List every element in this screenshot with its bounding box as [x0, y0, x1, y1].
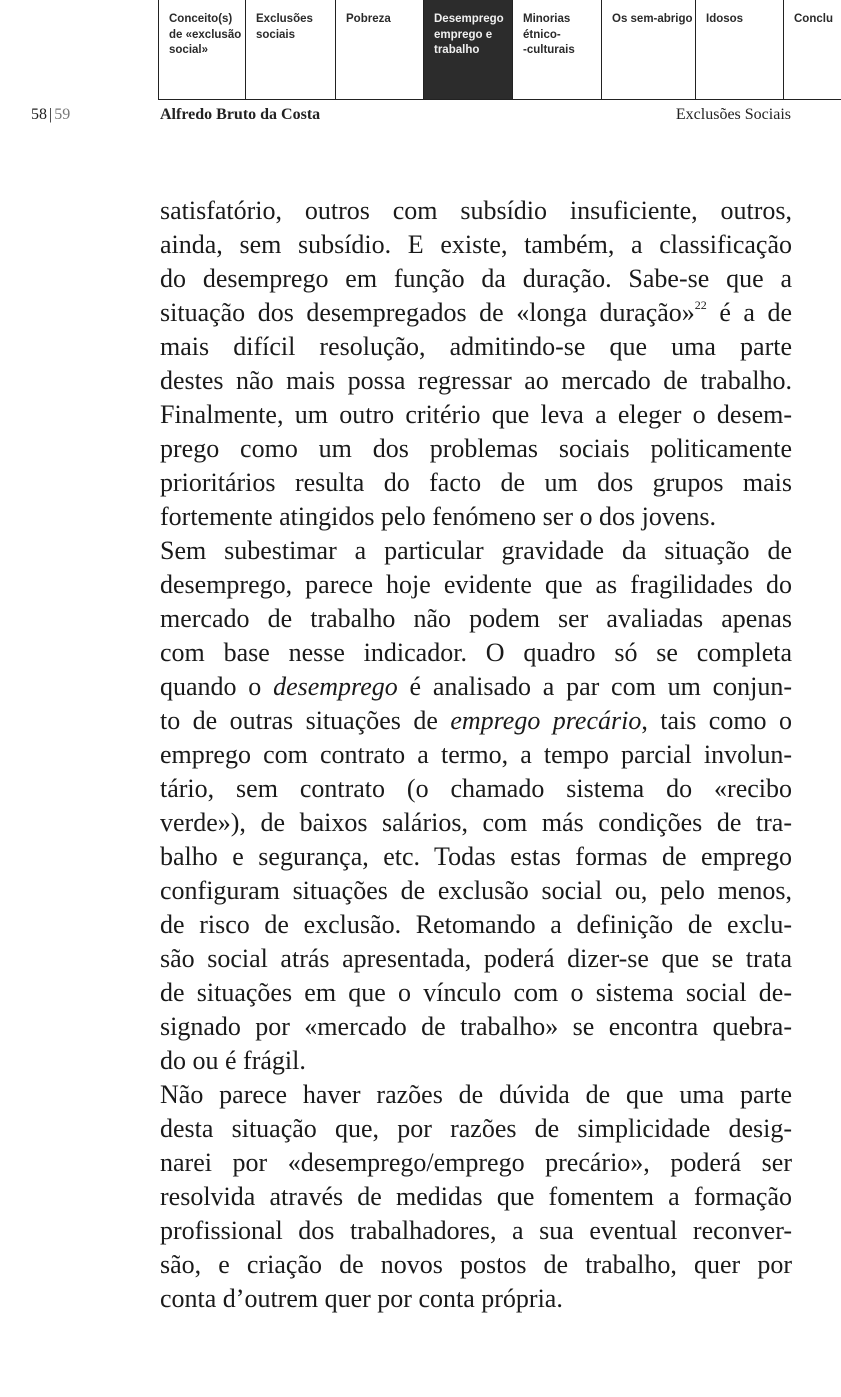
text-segment: com base nesse indicador. O quadro só se completa: [160, 638, 792, 667]
text-segment: balho e segurança, etc. Todas estas formas de emprego: [160, 842, 792, 871]
text-segment: desta situação que, por razões de simplicidade desig-: [160, 1114, 792, 1143]
text-line: [160, 330, 792, 364]
text-line: [160, 500, 792, 534]
text-segment: narei por «desemprego/emprego precário», poderá ser: [160, 1148, 792, 1177]
section-nav: [158, 0, 841, 100]
page-number-separator: |: [49, 106, 53, 123]
text-line: [160, 228, 792, 262]
text-line: [160, 568, 792, 602]
text-line: [160, 1010, 792, 1044]
text-segment: de risco de exclusão. Retomando a definição de exclu-: [160, 910, 792, 939]
tab-label-line: emprego e: [434, 28, 493, 41]
text-segment: profissional dos trabalhadores, a sua eventual reconver-: [160, 1216, 792, 1245]
tab-label-line: étnico-: [523, 28, 561, 41]
text-line: [160, 602, 792, 636]
text-segment: tário, sem contrato (o chamado sistema do «recibo: [160, 774, 792, 803]
text-line: [160, 942, 792, 976]
text-line: [160, 1248, 792, 1282]
tab-label-line: Exclusões: [256, 13, 313, 25]
text-line: [160, 772, 792, 806]
text-line: [160, 194, 792, 228]
text-line: [160, 364, 792, 398]
tab-label-line: Os sem-abrigo: [612, 13, 693, 25]
text-line: [160, 262, 792, 296]
tab-label-line: sociais: [256, 28, 295, 41]
tab-label-line: -culturais: [523, 44, 575, 57]
text-segment: é a de: [706, 298, 792, 327]
page-number-right: 59: [54, 106, 71, 123]
text-segment: do ou é frágil.: [160, 1046, 306, 1075]
text-segment: desemprego, parece hoje evidente que as fragilidades do: [160, 570, 792, 599]
text-segment: quando o: [160, 672, 274, 701]
text-line: [160, 976, 792, 1010]
text-line: [160, 738, 792, 772]
text-segment: resolvida através de medidas que fomentem a formação: [160, 1182, 792, 1211]
text-segment: de situações em que o vínculo com o sistema social de-: [160, 978, 792, 1007]
tab-label-line: social»: [169, 44, 208, 57]
italic-term: desemprego: [273, 672, 398, 701]
text-segment: mais difícil resolução, admitindo-se que uma parte: [160, 332, 792, 361]
text-line: [160, 840, 792, 874]
tab-conclusao[interactable]: [783, 0, 841, 99]
text-line: [160, 874, 792, 908]
tab-minorias[interactable]: [512, 0, 601, 99]
text-segment: prego como um dos problemas sociais politicamente: [160, 434, 792, 463]
tab-label-line: Pobreza: [346, 13, 391, 25]
tab-sem-abrigo[interactable]: [601, 0, 695, 99]
text-segment: situação dos desempregados de «longa duração»: [160, 298, 695, 327]
text-line: [160, 1044, 792, 1078]
text-line: [160, 1146, 792, 1180]
text-segment: signado por «mercado de trabalho» se encontra quebra-: [160, 1012, 792, 1041]
text-segment: emprego com contrato a termo, a tempo parcial involun-: [160, 740, 792, 769]
tab-label-line: Conceito(s): [169, 13, 233, 25]
tab-pobreza[interactable]: [335, 0, 423, 99]
text-line: [160, 398, 792, 432]
text-line: [160, 806, 792, 840]
text-line: [160, 908, 792, 942]
text-line: [160, 1214, 792, 1248]
text-segment: Não parece haver razões de dúvida de que uma parte: [160, 1080, 792, 1109]
text-segment: fortemente atingidos pelo fenómeno ser o dos jovens.: [160, 502, 716, 531]
text-segment: Sem subestimar a particular gravidade da situação de: [160, 536, 792, 565]
tab-label-line: Minorias: [523, 13, 571, 25]
text-segment: satisfatório, outros com subsídio insuficiente, outros,: [160, 196, 792, 225]
text-segment: to de outras situações de: [160, 706, 451, 735]
text-line: [160, 704, 792, 738]
text-line: [160, 670, 792, 704]
text-segment: ainda, sem subsídio. E existe, também, a classificação: [160, 230, 792, 259]
footnote-marker: 22: [694, 298, 707, 312]
tab-label-line: trabalho: [434, 44, 480, 57]
italic-term: emprego precário: [450, 706, 642, 735]
text-segment: mercado de trabalho não podem ser avaliadas apenas: [160, 604, 792, 633]
tab-conceitos[interactable]: [158, 0, 245, 99]
text-line: [160, 432, 792, 466]
text-line: [160, 296, 792, 330]
tab-exclusoes-sociais[interactable]: [245, 0, 335, 99]
text-line: [160, 1180, 792, 1214]
text-line: [160, 534, 792, 568]
tab-label-line: Idosos: [706, 13, 744, 25]
text-segment: , tais como o: [641, 706, 792, 735]
page-numbers: [31, 106, 70, 124]
text-segment: verde»), de baixos salários, com más condições de tra-: [160, 808, 792, 837]
tab-desemprego[interactable]: [423, 0, 512, 99]
tab-idosos[interactable]: [695, 0, 783, 99]
text-segment: Finalmente, um outro critério que leva a eleger o desem-: [160, 400, 792, 429]
text-line: [160, 636, 792, 670]
text-line: [160, 1112, 792, 1146]
text-segment: é analisado a par com um conjun-: [397, 672, 792, 701]
running-head-author: Alfredo Bruto da Costa: [160, 106, 321, 123]
tab-label-line: de «exclusão: [169, 28, 242, 41]
body-text: [160, 194, 792, 1316]
text-segment: são, e criação de novos postos de trabalho, quer por: [160, 1250, 792, 1279]
text-segment: destes não mais possa regressar ao mercado de trabalho.: [160, 366, 792, 395]
text-segment: do desemprego em função da duração. Sabe-se que a: [160, 264, 792, 293]
tab-label-line: Desemprego: [434, 13, 504, 25]
text-line: [160, 1078, 792, 1112]
text-segment: configuram situações de exclusão social ou, pelo menos,: [160, 876, 792, 905]
running-head-title: Exclusões Sociais: [675, 106, 791, 123]
tab-label-line: Conclu: [794, 13, 833, 25]
text-line: [160, 1282, 792, 1316]
text-line: [160, 466, 792, 500]
text-segment: prioritários resulta do facto de um dos grupos mais: [160, 468, 792, 497]
text-segment: são social atrás apresentada, poderá dizer-se que se trata: [160, 944, 792, 973]
page-number-left: 58: [31, 106, 47, 123]
text-segment: conta d’outrem quer por conta própria.: [160, 1284, 563, 1313]
